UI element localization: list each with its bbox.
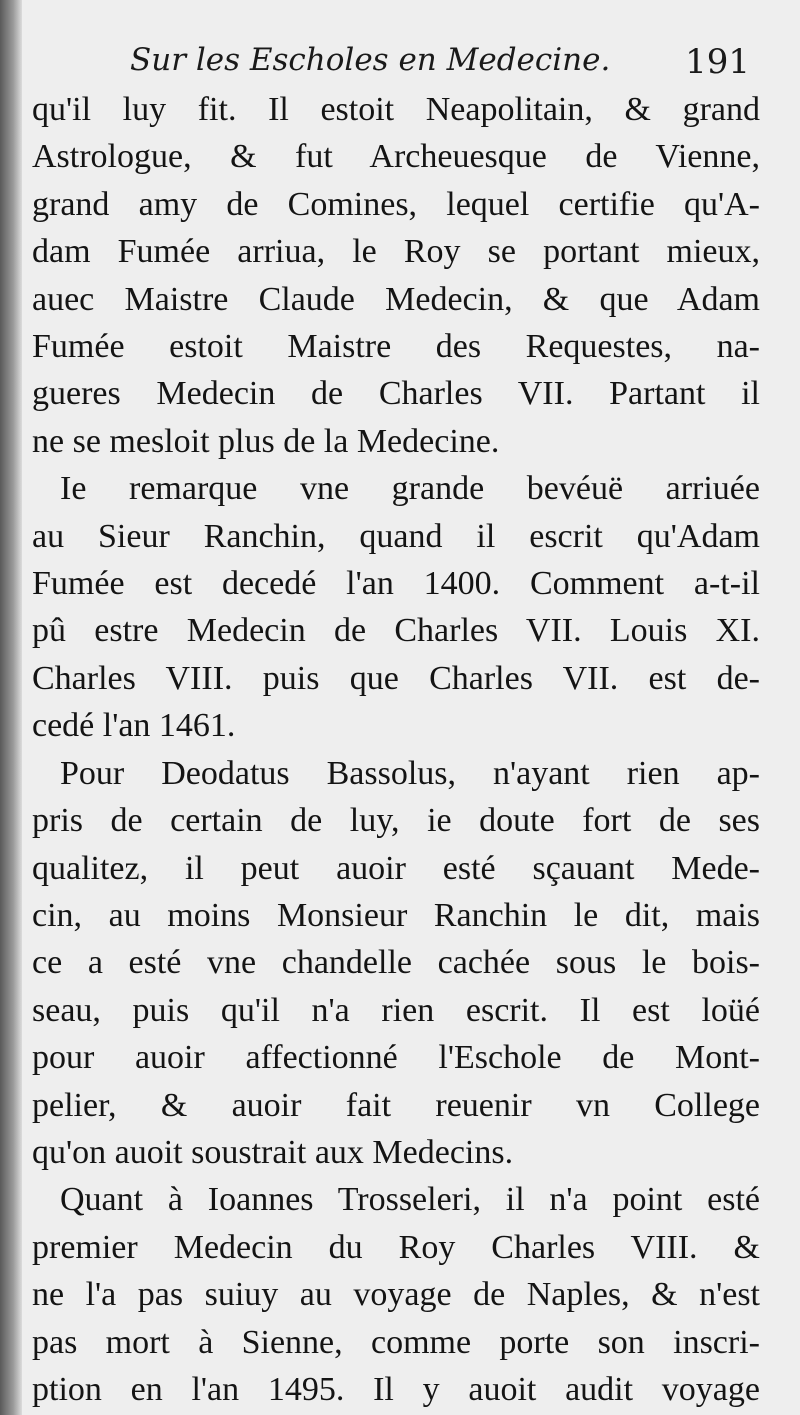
page-header: [130, 42, 750, 92]
text-line: pas mort à Sienne, comme porte son inscri-: [32, 1323, 760, 1361]
text-line: Pour Deodatus Bassolus, n'ayant rien ap-: [60, 754, 760, 792]
text-line: pris de certain de luy, ie doute fort de ses: [32, 802, 760, 840]
binding-gutter: [0, 0, 22, 1415]
text-line: pû estre Medecin de Charles VII. Louis XI.: [32, 612, 760, 650]
text-line: Astrologue, & fut Archeuesque de Vienne,: [32, 138, 760, 176]
text-line: Fumée est decedé l'an 1400. Comment a-t-il: [32, 565, 760, 603]
text-line: cin, au moins Monsieur Ranchin le dit, mais: [32, 896, 760, 934]
text-line: ne se mesloit plus de la Medecine.: [32, 422, 500, 460]
body-text: [32, 86, 760, 1413]
page-number: 191: [685, 42, 750, 82]
text-line: auec Maistre Claude Medecin, & que Adam: [32, 280, 760, 318]
text-line: dam Fumée arriua, le Roy se portant mieux,: [32, 233, 760, 271]
text-line: au Sieur Ranchin, quand il escrit qu'Adam: [32, 517, 760, 555]
text-line: premier Medecin du Roy Charles VIII. &: [32, 1228, 760, 1266]
text-line: cedé l'an 1461.: [32, 707, 236, 745]
text-line: pelier, & auoir fait reuenir vn College: [32, 1086, 760, 1124]
text-line: qualitez, il peut auoir esté sçauant Mede-: [32, 849, 760, 887]
text-line: ce a esté vne chandelle cachée sous le bois-: [32, 944, 760, 982]
running-head: Sur les Escholes en Medecine.: [130, 42, 611, 78]
text-line: qu'il luy fit. Il estoit Neapolitain, & grand: [32, 91, 760, 128]
text-line: Ie remarque vne grande bevéuë arriuée: [60, 470, 760, 508]
text-line: gueres Medecin de Charles VII. Partant il: [32, 375, 760, 413]
text-line: Quant à Ioannes Trosseleri, il n'a point esté: [60, 1181, 760, 1219]
text-line: Fumée estoit Maistre des Requestes, na-: [32, 328, 760, 366]
text-line: ne l'a pas suiuy au voyage de Naples, & n'est: [32, 1276, 760, 1314]
text-line: ption en l'an 1495. Il y auoit audit voyage: [32, 1370, 760, 1408]
text-line: Charles VIII. puis que Charles VII. est de-: [32, 659, 760, 697]
text-line: seau, puis qu'il n'a rien escrit. Il est loüé: [32, 991, 760, 1029]
text-line: qu'on auoit soustrait aux Medecins.: [32, 1133, 514, 1171]
text-line: pour auoir affectionné l'Eschole de Mont-: [32, 1039, 760, 1077]
text-line: grand amy de Comines, lequel certifie qu'A-: [32, 185, 760, 223]
